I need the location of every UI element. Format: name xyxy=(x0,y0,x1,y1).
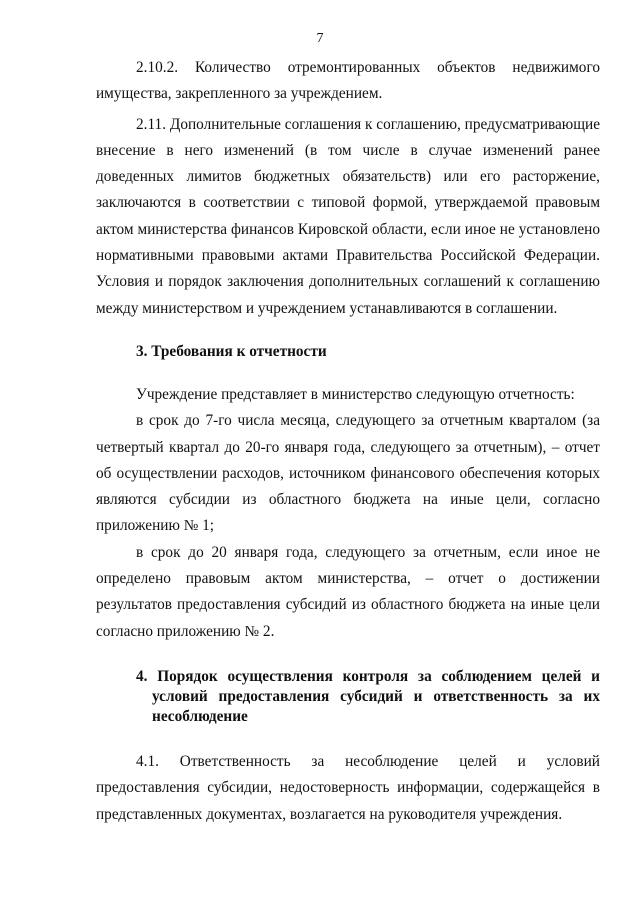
paragraph-3-item-2: в срок до 20 января года, следующего за отчетным, если иное не определено правовым актом министерства, – отчет о достижении результатов предоставления субсидий из областного бюджета на иные цели согласно приложению № 2. xyxy=(96,543,600,640)
paragraph-2-10-2: 2.10.2. Количество отремонтированных объектов недвижимого имущества, закрепленного за учреждением. xyxy=(96,59,600,103)
paragraph-3-item-1: в срок до 7-го числа месяца, следующего за отчетным кварталом (за четвертый квартал до 20-го января года, следующего за отчетным), – отчет об осуществлении расходов, источником финансового обеспечения которых являются субсидии из областного бюджета на иные цели, согласно приложению № 1; xyxy=(96,412,600,535)
page-number: 7 xyxy=(316,31,324,46)
paragraph-3-intro: Учреждение представляет в министерство следующую отчетность: xyxy=(136,385,575,403)
section-3-heading: 3. Требования к отчетности xyxy=(136,342,327,360)
paragraph-4-1: 4.1. Ответственность за несоблюдение целей и условий предоставления субсидии, недостоверность информации, содержащейся в представленных документах, возлагается на руководителя учреждения. xyxy=(96,752,600,823)
document-body xyxy=(96,55,600,828)
paragraph-2-11: 2.11. Дополнительные соглашения к соглашению, предусматривающие внесение в него изменений (в том числе в случае изменений ранее доведенных лимитов бюджетных обязательств) или его расторжение, заключаются в соответствии с типовой формой, утверждаемой правовым актом министерства финансов Кировской области, если иное не установлено нормативными правовыми актами Правительства Российской Федерации. Условия и порядок заключения дополнительных соглашений к соглашению между министерством и учреждением устанавливаются в соглашении. xyxy=(96,115,600,317)
section-4-heading: 4. Порядок осуществления контроля за соблюдением целей и условий предоставления субсидий и ответственность за их несоблюдение xyxy=(136,667,600,725)
